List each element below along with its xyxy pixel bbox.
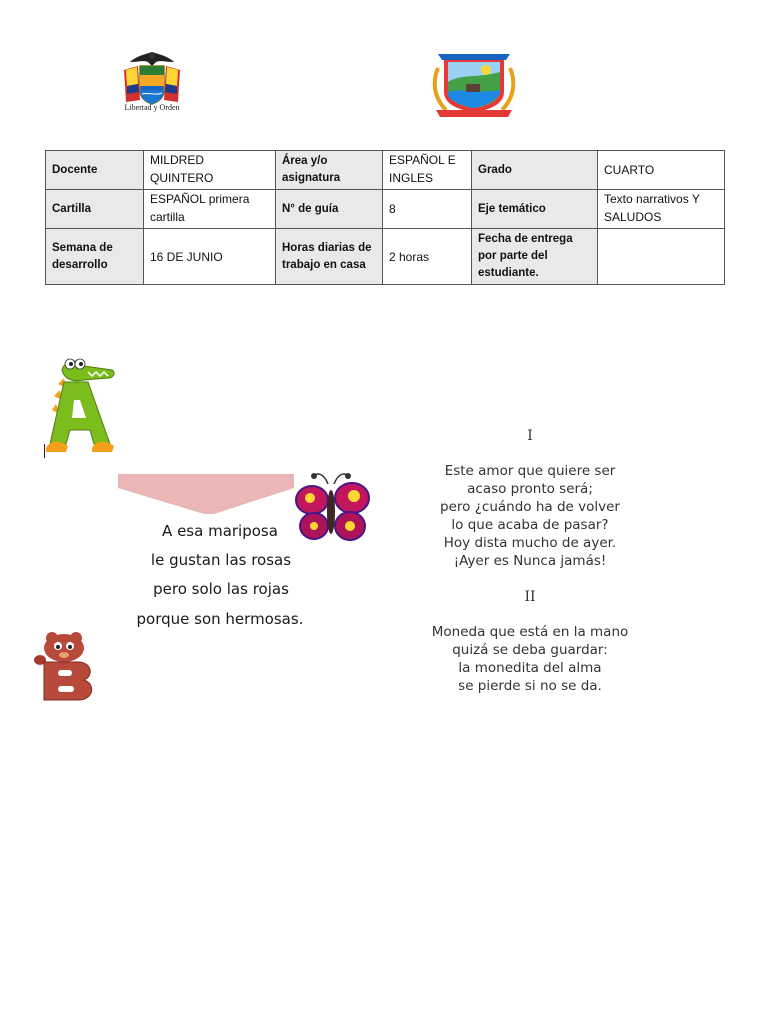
label-grado: Grado — [472, 151, 598, 190]
verse-line: pero solo las rojas — [153, 580, 289, 598]
label-cartilla: Cartilla — [46, 190, 144, 229]
pink-banner — [118, 474, 294, 514]
label-semana: Semana de desarrollo — [46, 229, 144, 285]
school-crest-logo — [428, 48, 520, 118]
label-numero-guia: N° de guía — [276, 190, 383, 229]
red-bear-letter-b-icon — [34, 630, 104, 702]
poem-line: pero ¿cuándo ha de volver — [440, 499, 620, 515]
verse-line: porque son hermosas. — [136, 610, 304, 628]
poem-line: Hoy dista mucho de ayer. — [443, 535, 617, 551]
poem-part-numeral: II — [524, 589, 536, 605]
value-horas: 2 horas — [383, 229, 472, 285]
guide-info-table — [45, 150, 725, 285]
poem-line: quizá se deba guardar: — [452, 642, 608, 658]
butterfly-icon — [294, 470, 374, 552]
poem-line: acaso pronto será; — [467, 481, 593, 497]
poem-line: lo que acaba de pasar? — [451, 517, 609, 533]
poem-line: ¡Ayer es Nunca jamás! — [453, 553, 607, 569]
poem-line: la monedita del alma — [458, 660, 602, 676]
label-docente: Docente — [46, 151, 144, 190]
table-row — [46, 151, 725, 190]
verse-line: A esa mariposa — [162, 522, 278, 540]
value-eje-tematico: Texto narrativos Y SALUDOS — [598, 190, 725, 229]
green-crocodile-letter-a-icon — [44, 356, 120, 456]
verse-line: le gustan las rosas — [150, 551, 292, 569]
value-docente: MILDRED QUINTERO — [144, 151, 276, 190]
poem-line: se pierde si no se da. — [458, 678, 602, 694]
logo-caption: Libertad y Orden — [124, 103, 180, 112]
poem-line: Este amor que quiere ser — [444, 463, 616, 479]
poem-line: Moneda que está en la mano — [431, 624, 629, 640]
poem-part-numeral: I — [527, 428, 533, 444]
value-area: ESPAÑOL E INGLES — [383, 151, 472, 190]
table-row — [46, 190, 725, 229]
value-numero-guia: 8 — [383, 190, 472, 229]
value-semana: 16 DE JUNIO — [144, 229, 276, 285]
label-area: Área y/o asignatura — [276, 151, 383, 190]
table-row — [46, 229, 725, 285]
value-grado: CUARTO — [598, 151, 725, 190]
label-fecha-entrega: Fecha de entrega por parte del estudiante. — [472, 229, 598, 285]
stray-mark — [44, 444, 45, 458]
label-horas: Horas diarias de trabajo en casa — [276, 229, 383, 285]
value-cartilla: ESPAÑOL primera cartilla — [144, 190, 276, 229]
label-eje-tematico: Eje temático — [472, 190, 598, 229]
value-fecha-entrega — [598, 229, 725, 285]
